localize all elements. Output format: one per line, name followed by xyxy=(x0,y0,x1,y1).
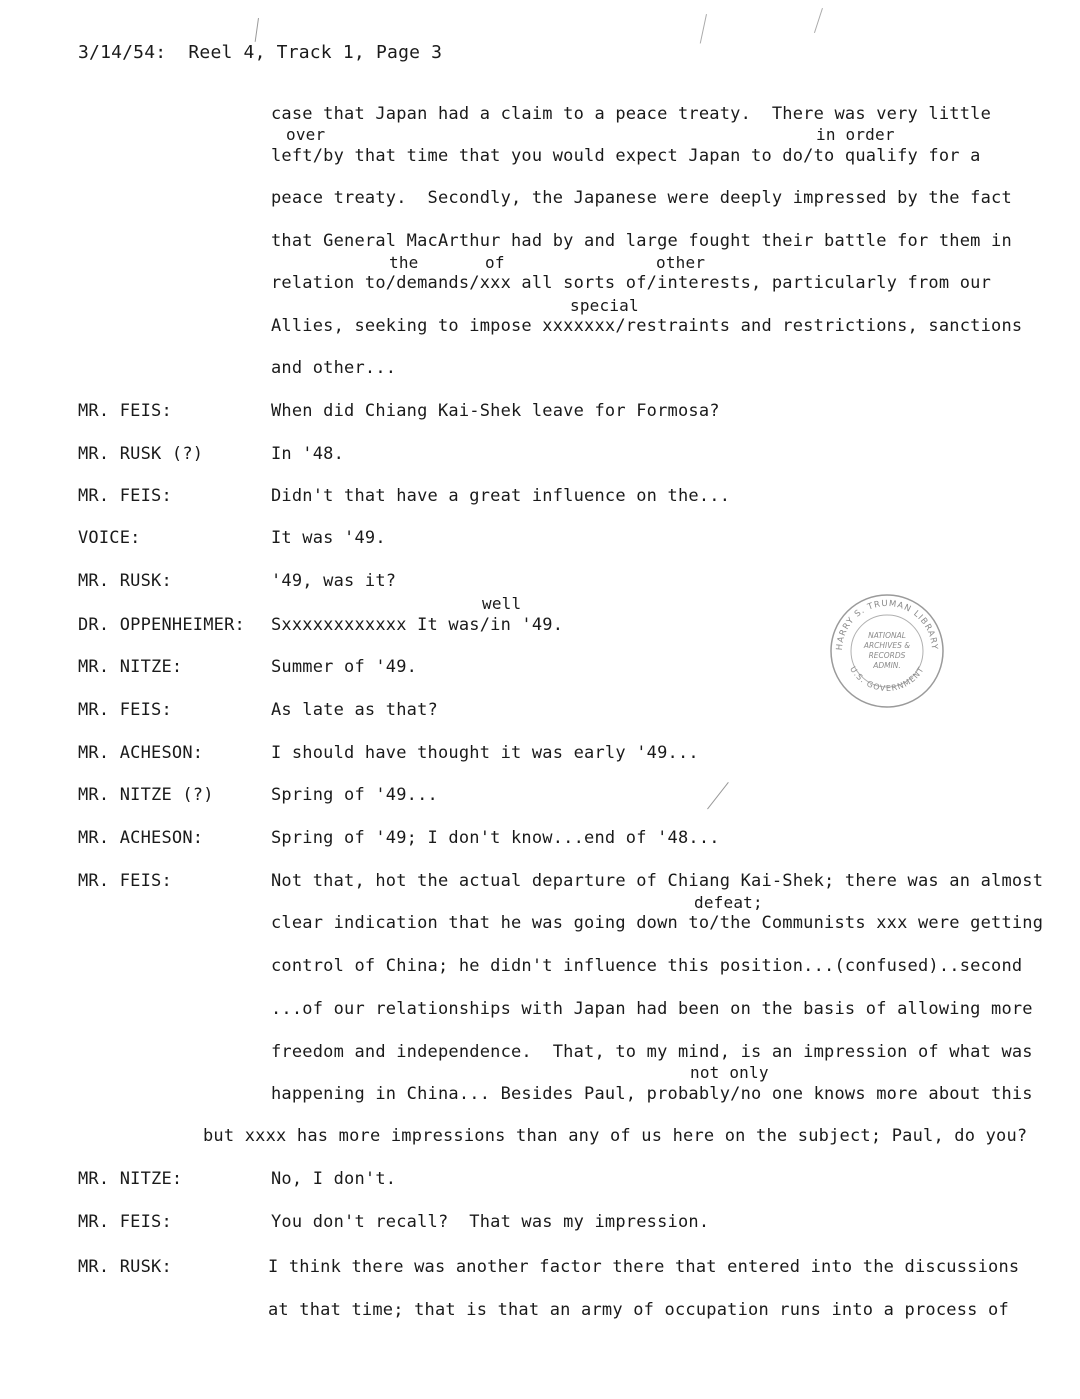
insertion-text: well xyxy=(482,594,522,613)
insertion-text: defeat; xyxy=(694,893,763,912)
body-line: relation to/demands/xxx all sorts of/interests, particularly from our xyxy=(271,273,992,293)
body-line: that General MacArthur had by and large fought their battle for them in xyxy=(271,231,1012,251)
stamp-arc-top: HARRY S. TRUMAN LIBRARY xyxy=(834,598,940,651)
speaker-label: VOICE: xyxy=(78,528,141,548)
stamp-arc-bottom: U.S. GOVERNMENT xyxy=(848,664,926,693)
stamp-center-line: NATIONAL xyxy=(868,631,906,640)
body-line: Allies, seeking to impose xxxxxxx/restraints and restrictions, sanctions xyxy=(271,316,1023,336)
stamp-center-line: RECORDS xyxy=(868,651,906,660)
speech-line: but xxxx has more impressions than any of us here on the subject; Paul, do you? xyxy=(203,1126,1028,1146)
speech-line: In '48. xyxy=(271,444,345,464)
speech-line: As late as that? xyxy=(271,700,438,720)
speaker-label: MR. FEIS: xyxy=(78,700,172,720)
speech-line: at that time; that is that an army of occupation runs into a process of xyxy=(268,1300,1009,1320)
insertion-text: special xyxy=(570,296,639,315)
speech-line: control of China; he didn't influence this position...(confused)..second xyxy=(271,956,1023,976)
speech-line: I think there was another factor there that entered into the discussions xyxy=(268,1257,1020,1277)
speech-line: happening in China... Besides Paul, probably/no one knows more about this xyxy=(271,1084,1033,1104)
speech-line: When did Chiang Kai-Shek leave for Formosa? xyxy=(271,401,720,421)
speech-line: '49, was it? xyxy=(271,571,397,591)
speaker-label: MR. NITZE (?) xyxy=(78,785,214,805)
body-line: left/by that time that you would expect Japan to do/to qualify for a xyxy=(271,146,981,166)
stray-mark xyxy=(814,8,823,33)
stray-mark xyxy=(707,782,729,809)
insertion-text: not only xyxy=(690,1063,769,1082)
speaker-label: MR. RUSK: xyxy=(78,571,172,591)
archive-stamp xyxy=(828,592,946,710)
speaker-label: MR. RUSK (?) xyxy=(78,444,204,464)
speaker-label: MR. ACHESON: xyxy=(78,828,204,848)
speech-line: No, I don't. xyxy=(271,1169,397,1189)
speech-line: Didn't that have a great influence on the... xyxy=(271,486,731,506)
insertion-text: the xyxy=(389,253,419,272)
speaker-label: MR. ACHESON: xyxy=(78,743,204,763)
speaker-label: MR. FEIS: xyxy=(78,401,172,421)
speaker-label: MR. FEIS: xyxy=(78,1212,172,1232)
insertion-text: of xyxy=(485,253,505,272)
speaker-label: MR. RUSK: xyxy=(78,1257,172,1277)
body-line: and other... xyxy=(271,358,397,378)
speaker-label: MR. NITZE: xyxy=(78,1169,183,1189)
speaker-label: DR. OPPENHEIMER: xyxy=(78,615,245,635)
stamp-center-line: ARCHIVES & xyxy=(863,641,911,650)
speech-line: freedom and independence. That, to my mind, is an impression of what was xyxy=(271,1042,1033,1062)
body-line: case that Japan had a claim to a peace treaty. There was very little xyxy=(271,104,992,124)
stray-mark xyxy=(700,14,707,44)
speech-line: Sxxxxxxxxxxxx It was/in '49. xyxy=(271,615,564,635)
speech-line: Summer of '49. xyxy=(271,657,418,677)
speech-line: Not that, hot the actual departure of Chiang Kai-Shek; there was an almost xyxy=(271,871,1044,891)
speech-line: Spring of '49... xyxy=(271,785,438,805)
insertion-text: other xyxy=(656,253,706,272)
speech-line: Spring of '49; I don't know...end of '48... xyxy=(271,828,720,848)
stamp-center-line: ADMIN. xyxy=(873,661,901,670)
speaker-label: MR. NITZE: xyxy=(78,657,183,677)
speaker-label: MR. FEIS: xyxy=(78,486,172,506)
speech-line: I should have thought it was early '49... xyxy=(271,743,699,763)
body-line: peace treaty. Secondly, the Japanese were deeply impressed by the fact xyxy=(271,188,1012,208)
stray-mark xyxy=(255,18,259,42)
page-header: 3/14/54: Reel 4, Track 1, Page 3 xyxy=(78,42,443,63)
speech-line: clear indication that he was going down to/the Communists xxx were getting xyxy=(271,913,1044,933)
speech-line: You don't recall? That was my impression. xyxy=(271,1212,710,1232)
insertion-text: in order xyxy=(816,125,895,144)
insertion-text: over xyxy=(286,125,326,144)
speaker-label: MR. FEIS: xyxy=(78,871,172,891)
speech-line: ...of our relationships with Japan had been on the basis of allowing more xyxy=(271,999,1033,1019)
speech-line: It was '49. xyxy=(271,528,386,548)
